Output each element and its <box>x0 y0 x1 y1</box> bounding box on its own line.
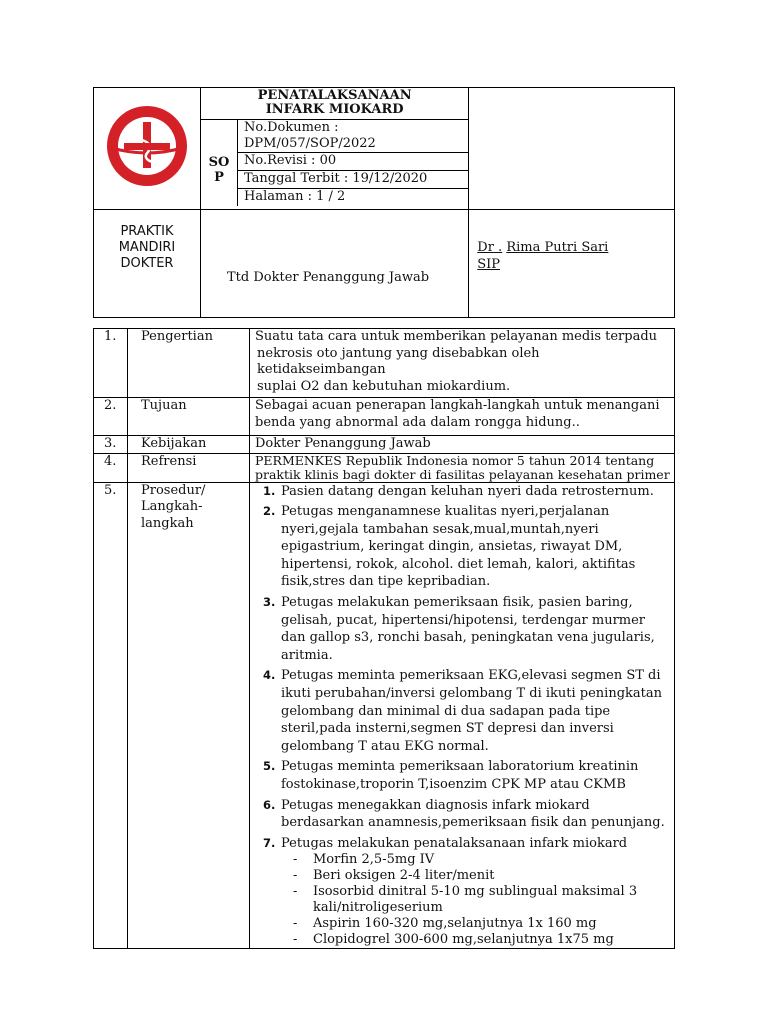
list-item <box>293 884 670 916</box>
medication-text: Clopidogrel 300-600 mg,selanjutnya 1x75 mg <box>313 932 614 948</box>
org-cell <box>94 210 201 318</box>
procedure-steps <box>255 483 670 949</box>
definition-line-2: nekrosis oto jantung yang disebabkan oleh ketidakseimbangan <box>257 345 540 377</box>
step-text: Pasien datang dengan keluhan nyeri dada retrosternum. <box>281 483 654 499</box>
list-item <box>293 852 670 868</box>
row-content <box>250 329 675 398</box>
table-row <box>94 482 675 949</box>
medication-list <box>281 852 670 948</box>
row-number: 2. <box>94 398 128 436</box>
medication-text: Beri oksigen 2-4 liter/menit <box>313 868 495 884</box>
step-number: 7. <box>263 835 276 850</box>
purpose-line-2: benda yang abnormal ada dalam rongga hidung.. <box>255 414 580 430</box>
list-item <box>263 503 670 591</box>
row-label: Kebijakan <box>128 436 250 454</box>
sop-label-2: P <box>214 170 224 185</box>
row-content: Dokter Penanggung Jawab <box>250 436 675 454</box>
procedure-content <box>250 482 675 949</box>
signature-label: Ttd Dokter Penanggung Jawab <box>227 270 430 285</box>
table-row <box>94 329 675 398</box>
step-number: 2. <box>263 504 276 519</box>
dash-bullet: - <box>293 868 298 884</box>
header-table <box>93 87 675 318</box>
row-number: 1. <box>94 329 128 398</box>
org-line-3: DOKTER <box>120 256 174 271</box>
doctor-name: Rima Putri Sari <box>506 240 609 255</box>
doc-number-label: No.Dokumen : <box>244 120 339 135</box>
medication-text: Morfin 2,5-5mg IV <box>313 852 435 868</box>
step-text: Petugas melakukan penatalaksanaan infark miokard <box>281 835 628 851</box>
doctor-cell <box>469 210 675 318</box>
revision-number: No.Revisi : 00 <box>238 153 468 171</box>
list-item <box>293 932 670 948</box>
dash-bullet: - <box>293 884 298 900</box>
table-row <box>94 436 675 454</box>
dash-bullet: - <box>293 916 298 932</box>
table-row <box>94 398 675 436</box>
doc-title-1: PENATALAKSANAAN <box>257 88 412 103</box>
publish-date: Tanggal Terbit : 19/12/2020 <box>238 171 468 189</box>
sop-label-1: SO <box>208 155 230 170</box>
definition-line-1: Suatu tata cara untuk memberikan pelayanan medis terpadu <box>255 329 658 344</box>
clinic-logo <box>94 88 200 205</box>
step-text: Petugas melakukan pemeriksaan fisik, pasien baring, gelisah, pucat, hipertensi/hipotensi, terdengar murmer dan gallop s3, ronchi basah, peningkatan vena jugularis, aritmia. <box>281 595 655 663</box>
row-label: Prosedur/ Langkah- langkah <box>128 482 250 949</box>
purpose-line-1: Sebagai acuan penerapan langkah-langkah untuk menangani <box>255 398 660 413</box>
empty-top-right <box>469 88 675 210</box>
logo-cell <box>94 88 201 210</box>
list-item <box>293 868 670 884</box>
row-label: Pengertian <box>128 329 250 398</box>
signature-cell <box>201 210 469 318</box>
org-line-1: PRAKTIK <box>120 224 174 239</box>
medication-text: Isosorbid dinitral 5-10 mg sublingual maksimal 3 kali/nitroligeserium <box>313 884 638 916</box>
list-item <box>263 758 670 793</box>
row-label: Refrensi <box>128 453 250 482</box>
sop-table <box>93 328 675 949</box>
org-line-2: MANDIRI <box>118 240 176 255</box>
row-number: 5. <box>94 482 128 949</box>
page-number: Halaman : 1 / 2 <box>244 189 346 204</box>
doc-title-2: INFARK MIOKARD <box>265 102 404 117</box>
list-item <box>263 797 670 832</box>
list-item <box>263 835 670 949</box>
step-number: 3. <box>263 595 276 610</box>
step-number: 1. <box>263 483 276 498</box>
step-number: 5. <box>263 759 276 774</box>
step-number: 6. <box>263 797 276 812</box>
row-content <box>250 398 675 436</box>
row-content: PERMENKES Republik Indonesia nomor 5 tahun 2014 tentang praktik klinis bagi dokter di fasilitas pelayanan kesehatan primer <box>250 453 675 482</box>
step-text: Petugas meminta pemeriksaan EKG,elevasi segmen ST di ikuti perubahan/inversi gelombang T di ikuti peningkatan gelombang dan minimal di dua sadapan pada tipe steril,pada insterni,segmen ST depresi dan inversi gelombang T atau EKG normal. <box>281 668 662 754</box>
definition-line-3: suplai O2 dan kebutuhan miokardium. <box>257 378 511 394</box>
row-label: Tujuan <box>128 398 250 436</box>
step-text: Petugas menegakkan diagnosis infark miokard berdasarkan anamnesis,pemeriksaan fisik dan penunjang. <box>281 797 665 831</box>
title-block <box>201 88 469 210</box>
medication-text: Aspirin 160-320 mg,selanjutnya 1x 160 mg <box>313 916 597 932</box>
row-number: 3. <box>94 436 128 454</box>
step-text: Petugas meminta pemeriksaan laboratorium kreatinin fostokinase,troporin T,isoenzim CPK MP atau CKMB <box>281 759 639 792</box>
sip-label: SIP <box>477 257 501 272</box>
step-text: Petugas menganamnese kualitas nyeri,perjalanan nyeri,gejala tambahan sesak,mual,muntah,nyeri epigastrium, keringat dingin, ansietas, riwayat DM, hipertensi, rokok, alcohol. diet lemah, kalori, aktifitas fisik,stres dan tipe kepribadian. <box>281 504 636 590</box>
step-number: 4. <box>263 668 276 683</box>
list-item <box>263 667 670 755</box>
list-item <box>263 594 670 664</box>
dash-bullet: - <box>293 932 298 948</box>
list-item <box>263 483 670 501</box>
table-row <box>94 453 675 482</box>
dash-bullet: - <box>293 852 298 868</box>
list-item <box>293 916 670 932</box>
row-number: 4. <box>94 453 128 482</box>
doctor-prefix: Dr . <box>477 240 503 255</box>
doc-number-value: DPM/057/SOP/2022 <box>244 136 376 151</box>
